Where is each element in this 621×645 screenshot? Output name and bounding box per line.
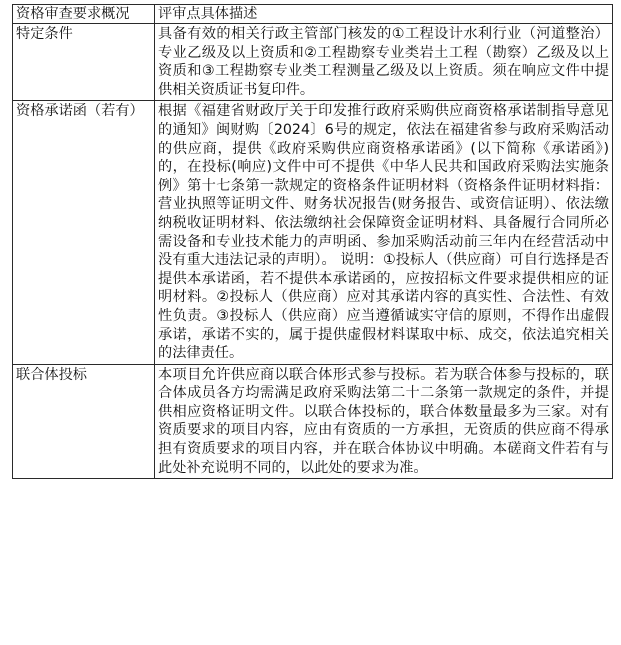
header-requirement-overview: 资格审查要求概况 <box>13 5 155 24</box>
row-description-consortium-bidding: 本项目允许供应商以联合体形式参与投标。若为联合体参与投标的，联合体成员各方均需满足政府采购法第二十二条第一款规定的条件，并提供相应资格证明文件。以联合体投标的，联合体数量最多为三家。对有资质要求的项目内容，应由有资质的一方承担，无资质的供应商不得承担有资质要求的项目内容，并在联合体协议中明确。本磋商文件若有与此处补充说明不同的，以此处的要求为准。 <box>155 364 613 479</box>
row-description-specific-conditions: 具备有效的相关行政主管部门核发的①工程设计水利行业（河道整治）专业乙级及以上资质和②工程勘察专业类岩土工程（勘察）乙级及以上资质和③工程勘察专业类工程测量乙级及以上资质。须在响应文件中提供相关资质证书复印件。 <box>155 24 613 101</box>
row-name-specific-conditions: 特定条件 <box>13 24 155 101</box>
row-name-consortium-bidding: 联合体投标 <box>13 364 155 479</box>
table-row <box>13 101 613 364</box>
row-name-qualification-commitment: 资格承诺函（若有） <box>13 101 155 364</box>
qualification-review-table <box>12 4 613 479</box>
header-review-point-description: 评审点具体描述 <box>155 5 613 24</box>
document-page <box>12 4 612 479</box>
row-description-qualification-commitment: 根据《福建省财政厅关于印发推行政府采购供应商资格承诺制指导意见的通知》闽财购〔2024〕6号的规定，依法在福建省参与政府采购活动的供应商，提供《政府采购供应商资格承诺函》(以下简称《承诺函》)的，在投标(响应)文件中可不提供《中华人民共和国政府采购法实施条例》第十七条第一款规定的资格条件证明材料（资格条件证明材料指：营业执照等证明文件、财务状况报告(财务报告、或资信证明）、依法缴纳税收证明材料、依法缴纳社会保障资金证明材料、具备履行合同所必需设备和专业技术能力的声明函、参加采购活动前三年内在经营活动中没有重大违法记录的声明）。 说明：①投标人（供应商）可自行选择是否提供本承诺函，若不提供本承诺函的，应按招标文件要求提供相应的证明材料。②投标人（供应商）应对其承诺内容的真实性、合法性、有效性负责。③投标人（供应商）应当遵循诚实守信的原则，不得作出虚假承诺，承诺不实的，属于提供虚假材料谋取中标、成交，依法追究相关的法律责任。 <box>155 101 613 364</box>
table-row <box>13 24 613 101</box>
table-header-row <box>13 5 613 24</box>
table-row <box>13 364 613 479</box>
